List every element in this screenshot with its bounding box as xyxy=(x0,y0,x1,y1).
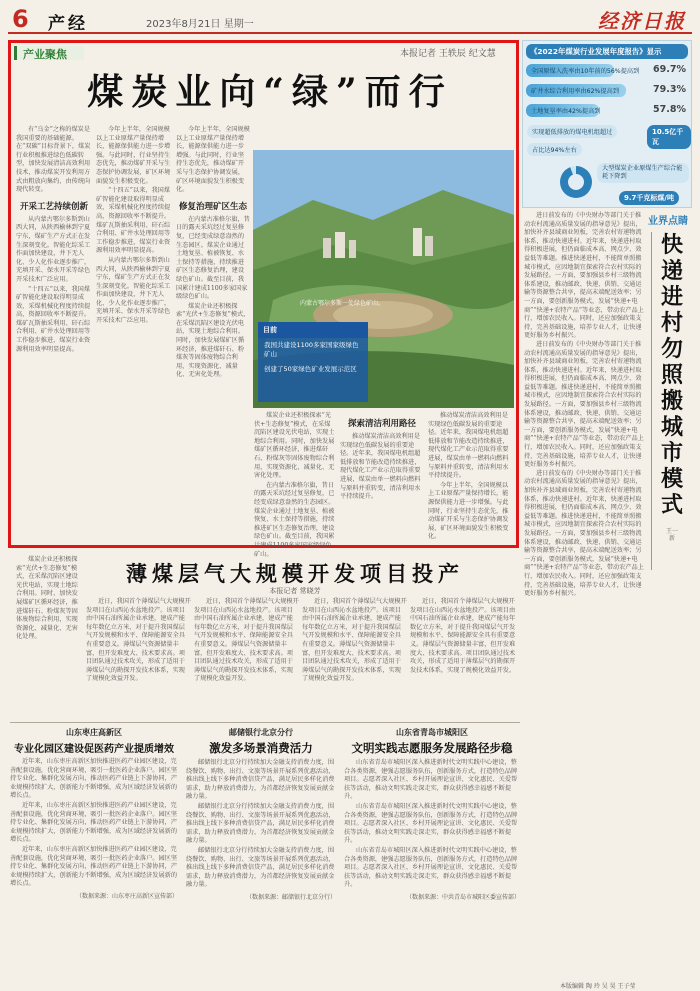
stat-value: 69.7% xyxy=(653,64,686,75)
lead-headline: 煤炭业向“绿”而行 xyxy=(87,71,453,113)
commentary-text-cont: 进日前发布的《中央财办等部门关于推动农村流通高质量发展的指导意见》提出，加快补齐县域商业短板，完善农村寄递物流体系，推动快递进村。近年来，快递进村取得积极进展，但仍面临成本高、网点少、效益低等难题。推进快递进村，不能简单照搬城市模式，应因地制宜探索符合农村实际的发展路径。一方面，要加强县乡村三级物流体系建设，推动邮政、快递、供销、交通运输等资源整合共享，提高末端配送效率；另一方面，要创新服务模式，发展“快递+电商”“快递+农特产品”等业态，带动农产品上行，增加农民收入。同时，还应加强政策支持，完善基础设施，培养专业人才，让快递更好服务乡村振兴。 xyxy=(524,340,644,469)
second-text-cont3: 近日，我国首个薄煤层气大规模开发项目在山西沁水盆地投产。该项目由中国石油所属企业承建，建成产能每年数亿立方米，对于提升我国煤层气开发规模和水平、保障能源安全具有重要意义。薄煤层气资源储量丰富，但开发难度大、技术要求高。项目团队通过技术攻关，形成了适用于薄煤层气的勘探开发技术体系，实现了规模化效益开发。 xyxy=(410,598,516,674)
second-column-3 xyxy=(302,598,407,716)
brief-3-kicker: 山东省青岛市城阳区 xyxy=(396,727,468,737)
lead-column-4 xyxy=(254,412,336,558)
brief-2-kicker: 邮储银行北京分行 xyxy=(229,727,293,737)
page-number: 6 xyxy=(12,5,29,33)
page-editors: 本版编辑 陶 玲 吴 昊 王子莹 xyxy=(560,983,636,990)
stat-row-land xyxy=(526,102,688,120)
lead-col1b-text: 从内蒙古鄂尔多斯到山西大同，从陕西榆林到宁夏宁东，煤矿生产方式正在发生深刻变化。智能化综采工作面加快建设，井下无人化、少人化作业逐步推广，充填开采、保水开采等绿色开采技术广泛应用。 xyxy=(96,256,171,325)
lead-col1-text: 从内蒙古鄂尔多斯到山西大同，从陕西榆林到宁夏宁东，煤矿生产方式正在发生深刻变化。智能化综采工作面加快建设，井下无人化、少人化作业逐步推广，充填开采、保水开采等绿色开采技术广泛应用。 xyxy=(16,215,91,283)
lead-column-1 xyxy=(16,126,92,544)
lead-column-2 xyxy=(96,126,172,544)
brief-2-headline: 激发多场景消费活力 xyxy=(209,741,313,755)
stat-label: 土地复垦率由42%提高到 xyxy=(531,108,601,115)
stat-label: 矿井水综合利用率由62%提高到 xyxy=(531,88,620,95)
energy-value: 9.7千克标煤/吨 xyxy=(619,191,679,205)
brief-1-headline: 专业化园区建设促医药产业提质增效 xyxy=(14,744,174,755)
brief-1-text-cont2: 近年来，山东枣庄高新区加快推进医药产业园区建设，完善配套设施，优化营商环境，吸引一批医药企业落户。园区坚持专业化、集群化发展方向，推动医药产业链上下游协同，产业规模持续扩大，创新能力不断增强，成为区域经济发展新的增长点。 xyxy=(10,845,178,888)
page-header xyxy=(8,4,692,34)
lead-col6b-text: 推动煤炭清洁高效利用是实现绿色低碳发展的重要途径。近年来，我国煤电机组超低排放和节能改造持续推进，现代煤化工产业示范取得重要进展，煤炭由单一燃料向燃料与原料并重转变，清洁利用水平持续提升。 xyxy=(428,412,509,480)
brief-2-text-cont2: 邮储银行北京分行持续加大金融支持消费力度，围绕餐饮、购物、出行、文旅等场景开展系列优惠活动，推出线上线下多种消费信贷产品，满足居民多样化消费需求，助力释放消费潜力，为首都经济恢复发展贡献金融力量。 xyxy=(186,846,335,889)
callout-item-2: 创建了50家绿色矿业发展示范区 xyxy=(264,365,357,373)
brief-1 xyxy=(10,727,178,985)
second-text: 近日，我国首个薄煤层气大规模开发项目在山西沁水盆地投产。该项目由中国石油所属企业承建，建成产能每年数亿立方米，对于提升我国煤层气开发规模和水平、保障能源安全具有重要意义。薄煤层气资源储量丰富，但开发难度大、技术要求高。项目团队通过技术攻关，形成了适用于薄煤层气的勘探开发技术体系，实现了规模化效益开发。 xyxy=(86,598,191,683)
brief-1-kicker: 山东枣庄高新区 xyxy=(66,727,122,737)
callout-title: 目前 xyxy=(258,322,368,338)
lead-col3c-text: 今年上半年，全国规模以上工业原煤产量保持增长，能源保供能力进一步增强。与此同时，行业坚持生态优先，推动煤矿开采与生态保护协调发展，矿区环境面貌发生积极变化。 xyxy=(428,481,509,541)
column-tag: 业界点睛 xyxy=(648,216,688,227)
section-rule xyxy=(10,722,520,723)
stat-value: 57.8% xyxy=(653,104,686,115)
brief-3-text-cont: 山东省青岛市城阳区深入推进新时代文明实践中心建设，整合各类资源，建强志愿服务队伍，创新服务方式，打造特色品牌项目。志愿者深入社区、乡村开展理论宣讲、文化惠民、关爱帮扶等活动，推动文明实践走深走实，群众获得感幸福感不断提升。 xyxy=(344,802,518,845)
second-text-cont: 近日，我国首个薄煤层气大规模开发项目在山西沁水盆地投产。该项目由中国石油所属企业承建，建成产能每年数亿立方米，对于提升我国煤层气开发规模和水平、保障能源安全具有重要意义。薄煤层气资源储量丰富，但开发难度大、技术要求高。项目团队通过技术攻关，形成了适用于薄煤层气的勘探开发技术体系，实现了规模化效益开发。 xyxy=(194,598,299,683)
column-divider xyxy=(651,232,652,570)
infographic-panel xyxy=(522,40,692,208)
lead-col4b-text: 在内蒙古准格尔旗，昔日的露天采坑经过复垦修复，已经变成绿意盎然的生态园区。煤炭企业通过土地复垦、植被恢复、水土保持等措施，持续推进矿区生态修复治理，建设绿色矿山。截至目前，我国累计建成1100多家国家级绿色矿山。 xyxy=(254,481,335,558)
commentary-text-cont2: 进日前发布的《中央财办等部门关于推动农村流通高质量发展的指导意见》提出，加快补齐县域商业短板，完善农村寄递物流体系，推动快递进村。近年来，快递进村取得积极进展，但仍面临成本高、网点少、效益低等难题。推进快递进村，不能简单照搬城市模式，应因地制宜探索符合农村实际的发展路径。一方面，要加强县乡村三级物流体系建设，推动邮政、快递、供销、交通运输等资源整合共享，提高末端配送效率；另一方面，要创新服务模式，发展“快递+电商”“快递+农特产品”等业态，带动农产品上行，增加农民收入。同时，还应加强政策支持，完善基础设施，培养专业人才，让快递更好服务乡村振兴。 xyxy=(524,469,644,598)
brief-3-text: 山东省青岛市城阳区深入推进新时代文明实践中心建设，整合各类资源，建强志愿服务队伍，创新服务方式，打造特色品牌项目。志愿者深入社区、乡村开展理论宣讲、文化惠民、关爱帮扶等活动，推动文明实践走深走实，群众获得感幸福感不断提升。 xyxy=(344,759,518,801)
lead-column-6 xyxy=(428,412,514,544)
lead-col3-text: 今年上半年，全国规模以上工业原煤产量保持增长，能源保供能力进一步增强。与此同时，行业坚持生态优先，推动煤矿开采与生态保护协调发展，矿区环境面貌发生积极变化。 xyxy=(96,126,171,185)
second-headline: 薄煤层气大规模开发项目投产 xyxy=(126,561,464,586)
commentary-title: 快递进村勿照搬城市模式 xyxy=(660,232,683,518)
second-byline: 本报记者 常晓芳 xyxy=(269,587,321,595)
subhead-mining: 开采工艺持续创新 xyxy=(19,201,88,212)
lead-column-5 xyxy=(340,412,424,544)
issue-date: 2023年8月21日 星期一 xyxy=(146,19,254,30)
second-column-4 xyxy=(410,598,518,716)
lead-overflow-text: 煤炭企业还积极探索“光伏+生态修复”模式，在采煤沉陷区建设光伏电站，实现土地综合利用。同时，加快发展煤矿区循环经济，推进煤矸石、粉煤灰等固体废物综合利用，实现资源化、减量化、无害化处理。 xyxy=(16,556,78,641)
lead-col5-text: 煤炭企业还积极探索“光伏+生态修复”模式，在采煤沉陷区建设光伏电站，实现土地综合利用。同时，加快发展煤矿区循环经济，推进煤矸石、粉煤灰等固体废物综合利用，实现资源化、减量化、无害化处理。 xyxy=(176,302,250,379)
brief-1-text: 近年来，山东枣庄高新区加快推进医药产业园区建设，完善配套设施，优化营商环境，吸引一批医药企业落户。园区坚持专业化、集群化发展方向，推动医药产业链上下游协同，产业规模持续扩大，创新能力不断增强，成为区域经济发展新的增长点。 xyxy=(10,758,178,800)
commentary-text: 进日前发布的《中央财办等部门关于推动农村流通高质量发展的指导意见》提出，加快补齐县域商业短板，完善农村寄递物流体系，推动快递进村。近年来，快递进村取得积极进展，但仍面临成本高、网点少、效益低等难题。推进快递进村，不能简单照搬城市模式，应因地制宜探索符合农村实际的发展路径。一方面，要加强县乡村三级物流体系建设，推动邮政、快递、供销、交通运输等资源整合共享，提高末端配送效率；另一方面，要创新服务模式，发展“快递+电商”“快递+农特产品”等业态，带动农产品上行，增加农民收入。同时，还应加强政策支持，完善基础设施，培养专业人才，让快递更好服务乡村振兴。 xyxy=(524,212,644,340)
share-label: 占比达94%左右 xyxy=(527,143,582,156)
stat-value: 79.3% xyxy=(653,84,686,95)
lead-overflow-column xyxy=(16,556,82,684)
brief-3 xyxy=(344,727,520,985)
stat-label: 全国原煤入洗率由10年前的56%提高到 xyxy=(531,68,640,75)
second-column-2 xyxy=(194,598,299,716)
second-text-cont2: 近日，我国首个薄煤层气大规模开发项目在山西沁水盆地投产。该项目由中国石油所属企业承建，建成产能每年数亿立方米，对于提升我国煤层气开发规模和水平、保障能源安全具有重要意义。薄煤层气资源储量丰富，但开发难度大、技术要求高。项目团队通过技术攻关，形成了适用于薄煤层气的勘探开发技术体系，实现了规模化效益开发。 xyxy=(302,598,407,683)
brief-2 xyxy=(186,727,336,985)
lead-col6-text: 推动煤炭清洁高效利用是实现绿色低碳发展的重要途径。近年来，我国煤电机组超低排放和节能改造持续推进，现代煤化工产业示范取得重要进展，煤炭由单一燃料向燃料与原料并重转变，清洁利用水平持续提升。 xyxy=(340,433,421,501)
brief-2-text-cont: 邮储银行北京分行持续加大金融支持消费力度，围绕餐饮、购物、出行、文旅等场景开展系列优惠活动，推出线上线下多种消费信贷产品，满足居民多样化消费需求，助力释放消费潜力，为首都经济恢复发展贡献金融力量。 xyxy=(186,802,335,845)
photo-caption: 内蒙古鄂尔多斯一处绿色矿山。 xyxy=(300,300,385,307)
callout-item-1: 我国共建设1100多家国家级绿色矿山 xyxy=(264,341,359,358)
lead-byline: 本报记者 王轶辰 纪文慧 xyxy=(400,49,496,59)
second-column-1 xyxy=(86,598,191,716)
statistics-callout xyxy=(258,322,368,402)
masthead-logo: 经济日报 xyxy=(598,9,686,33)
brief-2-credit: （数据来源：邮储银行北京分行） xyxy=(245,893,336,901)
infographic-title: 《2022年煤炭行业发展年度报告》显示 xyxy=(526,44,688,59)
brief-1-text-cont: 近年来，山东枣庄高新区加快推进医药产业园区建设，完善配套设施，优化营商环境，吸引一批医药企业落户。园区坚持专业化、集群化发展方向，推动医药产业链上下游协同，产业规模持续扩大，创新能力不断增强，成为区域经济发展新的增长点。 xyxy=(10,801,178,844)
share-donut-chart xyxy=(560,166,592,198)
lead-col2b-text: “十四五”以来，我国煤矿智能化建设取得明显成效，采煤机械化程度持续提高，资源回收率不断提升。煤矿瓦斯抽采利用、矸石综合利用、矿井水处理回用等工作稳步推进，煤炭行业资源利用效率明显提高。 xyxy=(96,187,171,255)
section-name: 产经 xyxy=(48,14,88,34)
subhead-restoration: 修复治理矿区生态 xyxy=(178,201,247,212)
lead-col5b-text: 煤炭企业还积极探索“光伏+生态修复”模式，在采煤沉陷区建设光伏电站，实现土地综合利用。同时，加快发展煤矿区循环经济，推进煤矸石、粉煤灰等固体废物综合利用，实现资源化、减量化、无害化处理。 xyxy=(254,412,335,480)
energy-label: 大型煤炭企业原煤生产综合能耗下降到 xyxy=(597,163,689,183)
stat-row-water xyxy=(526,82,688,100)
subhead-clean-use: 探索清洁利用路径 xyxy=(347,419,416,429)
commentary-author: 王一新 xyxy=(666,528,679,542)
plant-value: 10.5亿千瓦 xyxy=(647,125,691,149)
brief-3-headline: 文明实践志愿服务发展路径步稳 xyxy=(351,741,513,755)
right-column-text xyxy=(524,212,646,982)
photo-caption-box xyxy=(300,300,450,312)
lead-col4-text: 在内蒙古准格尔旗，昔日的露天采坑经过复垦修复，已经变成绿意盎然的生态园区。煤炭企业通过土地复垦、植被恢复、水土保持等措施，持续推进矿区生态修复治理，建设绿色矿山。截至目前，我国累计建成1100多家国家级绿色矿山。 xyxy=(176,215,250,301)
lead-intro: 有“乌金”之称的煤炭是我国重要的基础能源。在“双碳”目标背景下，煤炭行业积极推进绿色低碳转型，加快发展清洁高效利用技术，推动煤炭开发利用方式由粗放向集约、由传统向现代转变。 xyxy=(16,126,91,194)
lead-col2-text: “十四五”以来，我国煤矿智能化建设取得明显成效，采煤机械化程度持续提高，资源回收率不断提升。煤矿瓦斯抽采利用、矸石综合利用、矿井水处理回用等工作稳步推进，煤炭行业资源利用效率明显提高。 xyxy=(16,285,91,353)
brief-3-credit: （数据来源：中共青岛市城阳区委宣传部） xyxy=(405,893,520,901)
brief-3-text-cont2: 山东省青岛市城阳区深入推进新时代文明实践中心建设，整合各类资源，建强志愿服务队伍，创新服务方式，打造特色品牌项目。志愿者深入社区、乡村开展理论宣讲、文化惠民、关爱帮扶等活动，推动文明实践走深走实，群众获得感幸福感不断提升。 xyxy=(344,846,518,889)
lead-col3b-text: 今年上半年，全国规模以上工业原煤产量保持增长，能源保供能力进一步增强。与此同时，行业坚持生态优先，推动煤矿开采与生态保护协调发展，矿区环境面貌发生积极变化。 xyxy=(176,126,250,194)
plant-label: 实现超低排放的煤电机组超过 xyxy=(527,125,617,138)
brief-1-credit: （数据来源：山东枣庄高新区宣传部） xyxy=(75,892,178,900)
stat-row-washing xyxy=(526,62,688,80)
brief-2-text: 邮储银行北京分行持续加大金融支持消费力度，围绕餐饮、购物、出行、文旅等场景开展系列优惠活动，推出线上线下多种消费信贷产品，满足居民多样化消费需求，助力释放消费潜力，为首都经济恢复发展贡献金融力量。 xyxy=(186,759,335,801)
kicker-tag: 产业聚焦 xyxy=(14,46,84,60)
lead-column-3 xyxy=(176,126,250,544)
